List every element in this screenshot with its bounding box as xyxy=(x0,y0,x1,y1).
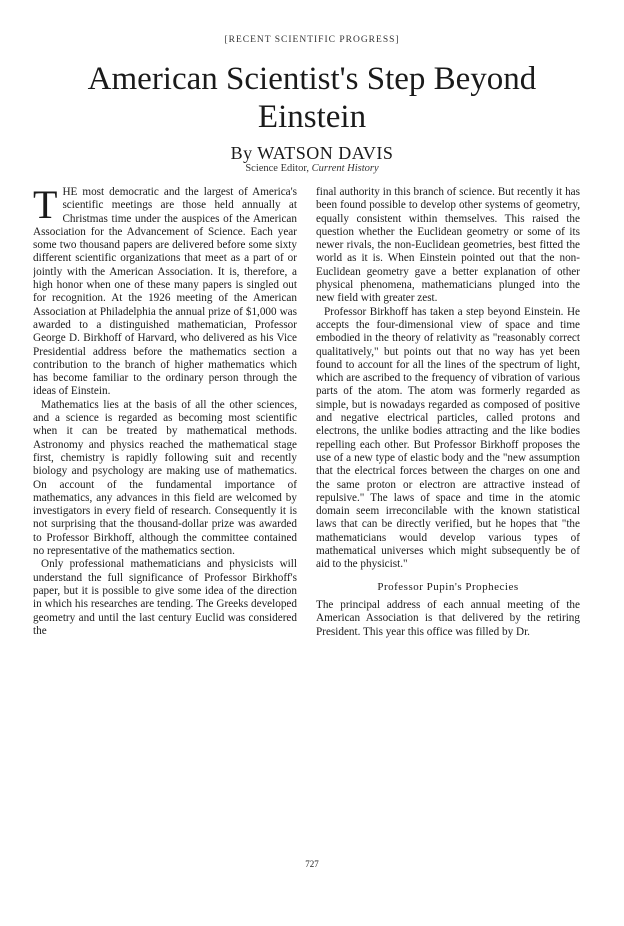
page-number: 727 xyxy=(305,859,319,869)
author-role xyxy=(0,163,624,174)
paragraph: final authority in this branch of science. But recently it has been found possible to develop other systems of geometry, equally consistent within themselves. This raised the question whether the Euclidean geometry or some of its newer rivals, the non-Euclidean geometries, best fitted the world as it is. When Einstein pointed out that the non-Euclidean geometry gave a better explanation of other physical phenomena, mathematicians plunged into the new field with greater zest. xyxy=(316,186,580,305)
section-kicker: [RECENT SCIENTIFIC PROGRESS] xyxy=(224,35,400,45)
paragraph-text: HE most democratic and the largest of America's scientific meetings are those held annually at Christmas time under the auspices of the American Association for the Advancement of Science. Each year some two thousand papers are delivered before some sixty different scientific organizations that meet as a part of or jointly with the American Association. It is, therefore, a high honor when one of these many papers is singled out for recognition. At the 1926 meeting of the American Association at Philadelphia the annual prize of $1,000 was awarded to a distinguished mathematician, Professor George D. Birkhoff of Harvard, who delivered as his Vice Presidential address before the mathematics section a contribution to the branch of higher mathematics which has become familiar to the ordinary person through the ideas of Einstein. xyxy=(33,186,297,398)
right-column xyxy=(316,186,580,858)
article-title: American Scientist's Step Beyond Einstein xyxy=(87,61,537,135)
drop-cap: T xyxy=(33,186,58,227)
publication-name: Current History xyxy=(311,163,379,174)
paragraph: Mathematics lies at the basis of all the other sciences, and a science is regarded as becoming most scientific when it can be treated by mathematical methods. Astronomy and physics reached the mathematical stage first, chemistry is rapidly following suit and recently biology and psychology are making use of mathematics. On account of the fundamental importance of mathematics, any advances in this field are welcomed by investigators in every field of research. Consequently it is not surprising that the thousand-dollar prize was awarded to Professor Birkhoff, although the committee contained no representative of the mathematics section. xyxy=(33,398,297,558)
author-title: Science Editor, xyxy=(245,163,310,174)
section-subhead: Professor Pupin's Prophecies xyxy=(377,580,519,593)
author-byline: By WATSON DAVIS xyxy=(230,143,394,163)
paragraph: Only professional mathematicians and physicists will understand the full significance of Professor Birkhoff's paper, but it is possible to give some idea of the direction in which his researches are tending. The Greeks developed geometry and until the last century Euclid was considered the xyxy=(33,558,297,637)
paragraph: The principal address of each annual meeting of the American Association is that delivered by the retiring President. This year this office was filled by Dr. xyxy=(316,598,580,638)
left-column xyxy=(33,186,297,858)
paragraph xyxy=(33,186,297,399)
paragraph: Professor Birkhoff has taken a step beyond Einstein. He accepts the four-dimensional view of space and time embodied in the theory of relativity as "reasonably correct qualitatively," but points out that no way has yet been found to account for all the lines of the spectrum of light, which are ascribed to the frequency of vibration of various parts of the atom. The atom was formerly regarded as simple, but is nowadays regarded as composed of positive and negative electrical particles, called protons and electrons, the unlike bodies attracting and the like bodies repelling each other. But Professor Birkhoff proposes the use of a new type of elastic body and the "new assumption that the electrical forces between the charges on one and the same proton or electron are attractive instead of repulsive." The laws of space and time in the atomic domain seem irreconcilable with the known statistical laws that can be directly verified, but he hopes that "the mathematicians would develop various types of mathematical universes which might subsequently be of aid to the physicist." xyxy=(316,305,580,571)
